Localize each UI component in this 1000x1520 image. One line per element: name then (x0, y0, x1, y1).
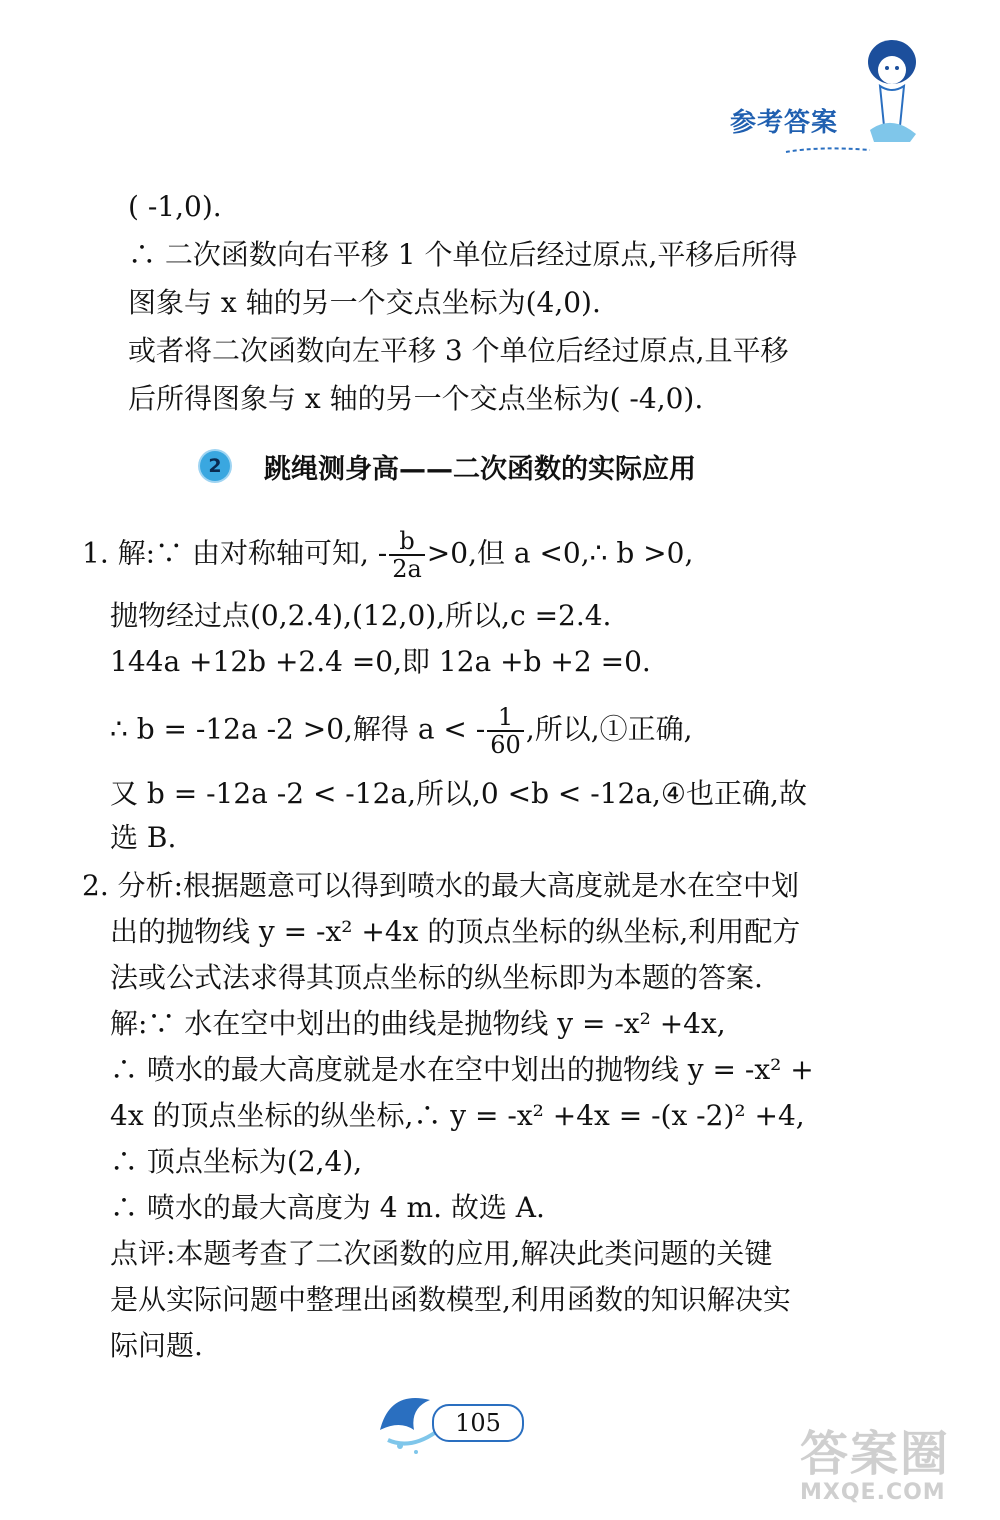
fraction-1-over-60 (487, 704, 524, 758)
q1-text: ∴ b = -12a -2 >0,解得 a < - (110, 712, 486, 746)
q2-line: ∴ 喷水的最大高度就是水在空中划出的抛物线 y = -x² + (110, 1053, 814, 1086)
text-line: 或者将二次函数向左平移 3 个单位后经过原点,且平移 (128, 334, 789, 367)
cartoon-girl-icon (720, 30, 920, 170)
watermark-logo: 答案圈 (800, 1426, 951, 1482)
section-title: 跳绳测身高——二次函数的实际应用 (264, 453, 696, 485)
q1-line-5: 又 b = -12a -2 < -12a,所以,0 <b < -12a,④也正确,故 (110, 777, 807, 810)
q2-line: 法或公式法求得其顶点坐标的纵坐标即为本题的答案. (110, 961, 763, 994)
q2-line: 际问题. (110, 1329, 203, 1362)
q2-line: ∴ 顶点坐标为(2,4), (110, 1145, 363, 1178)
fraction-numerator: 1 (487, 704, 524, 732)
q1-text: 1. 解:∵ 由对称轴可知, - (82, 536, 388, 570)
q1-text: ,所以,①正确, (525, 712, 693, 746)
q1-line-4 (110, 704, 693, 758)
section-number-badge: 2 (200, 451, 230, 481)
section-heading (200, 444, 696, 488)
q1-line-1 (82, 528, 693, 582)
fraction-denominator: 2a (392, 555, 422, 583)
q2-line: 出的抛物线 y = -x² +4x 的顶点坐标的纵坐标,利用配方 (110, 915, 801, 948)
header-title: 参考答案 (730, 108, 839, 138)
page-number: 105 (432, 1404, 524, 1442)
q2-line: ∴ 喷水的最大高度为 4 m. 故选 A. (110, 1191, 545, 1224)
q1-line-6: 选 B. (110, 821, 177, 854)
fraction-denominator: 60 (490, 731, 521, 759)
q2-line: 点评:本题考查了二次函数的应用,解决此类问题的关键 (110, 1237, 773, 1270)
text-line: 后所得图象与 x 轴的另一个交点坐标为( -4,0). (128, 382, 704, 415)
page-footer (370, 1380, 530, 1460)
text-line: ∴ 二次函数向右平移 1 个单位后经过原点,平移后所得 (128, 238, 798, 271)
q2-line: 2. 分析:根据题意可以得到喷水的最大高度就是水在空中划 (82, 869, 800, 902)
q1-text: >0,但 a <0,∴ b >0, (426, 536, 694, 570)
text-line: ( -1,0). (128, 190, 222, 223)
q1-line-2: 抛物经过点(0,2.4),(12,0),所以,c =2.4. (110, 599, 612, 632)
q1-line-3: 144a +12b +2.4 =0,即 12a +b +2 =0. (110, 645, 651, 678)
q2-line: 4x 的顶点坐标的纵坐标,∴ y = -x² +4x = -(x -2)² +4, (110, 1099, 805, 1132)
fraction-numerator: b (389, 528, 425, 556)
fraction-b-over-2a (389, 528, 425, 582)
page-header (720, 30, 920, 170)
q2-line: 是从实际问题中整理出函数模型,利用函数的知识解决实 (110, 1283, 791, 1316)
q2-line: 解:∵ 水在空中划出的曲线是抛物线 y = -x² +4x, (110, 1007, 726, 1040)
watermark (800, 1428, 950, 1505)
watermark-url: MXQE.COM (800, 1480, 946, 1505)
text-line: 图象与 x 轴的另一个交点坐标为(4,0). (128, 286, 601, 319)
